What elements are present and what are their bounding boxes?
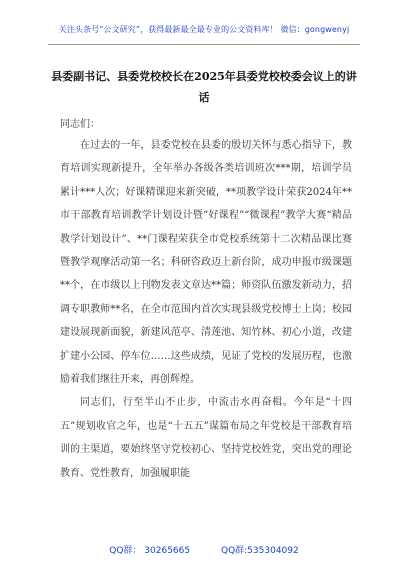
header-divider	[48, 44, 360, 45]
footer	[0, 543, 408, 556]
document-title: 县委副书记、县委党校校长在2025年县委党校校委会议上的讲话	[51, 70, 357, 104]
body-paragraph: 在过去的一年，县委党校在县委的殷切关怀与悉心指导下，教育培训实现新提升，全年举办各级各类培训班次***期，培训学员累计***人次；好课精课迎来新突破，**项教学设计荣获2024年**市干部教育培训教学计划设计暨“好课程”“微课程”教学大赛“精品教学计划设计”、**门课程荣获全市党校系统第十二次精品课比赛暨教学观摩活动第一名；科研咨政迈上新台阶，成功申报市级课题**个，在市级以上刊物发表文章达**篇；师资队伍激发新动力，招调专职教师**名，在全市范围内首次实现县级党校博士上岗；校园建设展现新面貌，新建风范亭、清莲池、知竹林、初心小道，改建扩建小公园、停车位……这些成绩，见证了党校的发展历程，也激励着我们继往开来，再创辉煌。	[60, 140, 352, 386]
salutation: 同志们：	[60, 119, 100, 130]
footer-qq-group-left: QQ群： 30265665	[109, 546, 191, 556]
body-paragraph: 同志们，行至半山不止步，中流击水再奋楫。今年是“十四五”规划收官之年，也是“十五五”谋篇布局之年党校是干部教育培训的主渠道，要始终坚守党校初心、坚持党校姓党，突出党的理论教育、党性教育，加强履职能	[60, 397, 352, 479]
footer-qq-group-right: QQ群:535304092	[220, 546, 299, 556]
document-body	[60, 134, 352, 485]
header-banner: 关注头条号“公文研究”，获得最新最全最专业的公文资料库！ 微信：gongwenyj	[58, 25, 350, 34]
